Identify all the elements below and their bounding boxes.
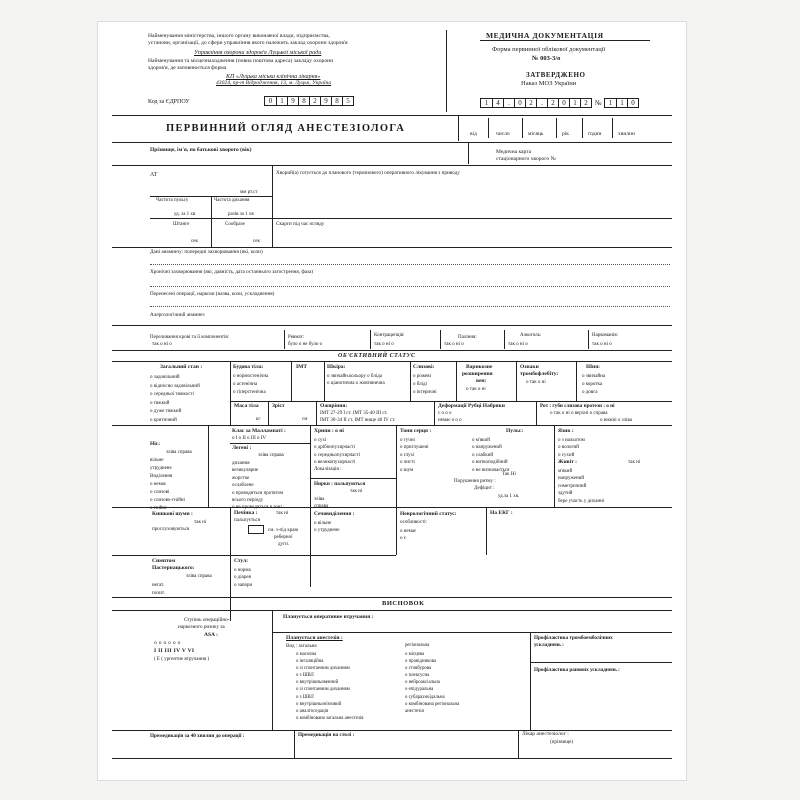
body-build-options-item[interactable]: о гіперстенічна [233,390,266,395]
asa-label-1: Ступінь операційно- [184,617,230,623]
med-doc-rule [480,40,650,41]
liver-size-box[interactable] [248,525,264,534]
shtange-label: Штанге [173,222,190,227]
tongue-options[interactable] [558,437,585,459]
asa-circles[interactable]: о о о о о о [154,640,181,646]
general-state-options-item[interactable]: о дуже тяжкий [150,409,182,415]
ministry-value: Управління охорони здоров'я Луцької міської ради [194,50,322,56]
heart-tones-title: Тони серця : [400,428,432,434]
wound-prevention-label: Профілактика ранових ускладнень : [534,667,620,673]
obesity-title: Ожиріння: [320,403,348,409]
asa-label-2: наркозного ризику за [178,624,225,630]
general-state-options-item[interactable]: о задовільний [150,375,180,380]
general-anesthesia-options[interactable] [296,651,363,722]
liver-title: Печінка : [234,510,258,516]
mass-unit: кг [256,417,261,422]
neck-options-item[interactable]: о коротка [582,382,603,387]
date-label-hours: годин [588,131,602,137]
general-state-options-item[interactable]: о критичний [150,417,177,423]
kidney-cols: так ні [350,489,363,494]
thrombo-options[interactable]: о так о ні [526,380,546,385]
contraception-opts[interactable]: так о ні о [374,342,394,347]
facility-label-2: здоров'я, де заповнюється форма [148,65,227,71]
abdomen-options-item[interactable]: бере участь у диханні [558,498,605,504]
lungs-options-item[interactable]: везикулярне [232,468,259,474]
stool-options-item[interactable]: о запори [234,582,253,588]
pasternatsky-options-item[interactable]: позит. [152,591,165,596]
nose-options-item[interactable]: о гнійні [150,506,167,511]
varicose-options[interactable]: о так о ні [466,387,486,392]
nose-options-item[interactable]: о слизові [150,490,170,495]
anamnesis-life-label: Дані анамнезу: попередні захворювання (які, коли) [150,249,263,255]
nose-options-item[interactable]: утруднене [150,466,172,471]
form-title: ПЕРВИННИЙ ОГЛЯД АНЕСТЕЗІОЛОГА [166,123,406,134]
mucosa-options-item[interactable]: о рожеві [413,374,431,379]
regional-label: регіональна [405,643,430,648]
pasternatsky-cols: зліва справа [186,574,212,579]
regional-anesthesia-options-item[interactable]: о плексусна [405,673,430,679]
thrombo-title-2: тромбофлебіту: [520,371,559,377]
blood-transfusion-label: Переливання крові та її компонентів: [150,335,230,340]
kidney-options-item[interactable]: справа [314,504,329,509]
rhythm-label: Порушення ритму : [454,479,496,484]
general-state-options-item[interactable]: о тяжкий [150,400,170,406]
pulse-quality-options[interactable] [472,437,509,474]
date-label-month: місяць [528,131,544,137]
nose-cols: зліва справа [166,450,192,455]
asa-emergency[interactable]: ( Е ( ургентне втручання ) [154,657,210,662]
rales-options-item[interactable]: о великопухирчасті [314,460,356,466]
lungs-title: Легені : [232,445,252,451]
lungs-options-item[interactable]: о не проводиться в зоні : [232,505,285,511]
planned-anesthesia-label: Планується анестезія : [286,635,343,641]
lungs-options-item[interactable]: ослаблене [232,483,254,489]
date-label-minutes: хвилин [618,131,635,137]
rales-options-item[interactable]: о середньопухирчасті [314,452,361,458]
abdomen-options[interactable] [558,468,604,505]
ministry-label-2: установи, організації, до сфери управління якого належить заклад охорони здоров'я [148,40,348,46]
abdomen-title: Живіт : [558,459,578,465]
stool-options-item[interactable]: о норма [234,568,251,573]
nose-options-item[interactable]: Виділення [150,474,173,479]
date-label-day: число [496,131,510,137]
general-state-title: Загальний стан : [160,364,203,370]
urination-options-item[interactable]: о утруднене [314,528,340,534]
general-anesthesia-options-item[interactable]: о зі спонтанним диханням [296,687,350,693]
tongue-options-item[interactable]: о вологий [558,445,579,451]
bp-label: АТ [150,172,158,178]
contraception-label: Контрацепція: [374,333,405,338]
general-anesthesia-options-item[interactable]: о масочна [296,652,317,657]
alcohol-opts[interactable]: так о ні о [508,342,528,347]
regional-anesthesia-options-item[interactable]: о стовбурова [405,666,432,672]
mass-label: Маса тіла [234,403,259,409]
teeth-options-1[interactable]: с о о о [438,411,452,416]
thromboembolic-prevention-1: Профілактика тромбоемболічних [534,635,613,641]
varicose-title-1: Варикозне [466,364,493,370]
obesity-line-2[interactable]: ІМТ 30-34 ІІ ст. ІМТ вище 40 IV ст. [320,418,396,423]
pasternatsky-title-2: Пастернацького: [152,565,195,571]
smoking-opts[interactable]: так о ні о [444,342,464,347]
stool-options[interactable] [234,567,252,589]
asa-label: ASA : [204,632,218,638]
neck-options[interactable] [582,373,605,397]
rales-options[interactable] [314,437,360,467]
bp-unit: мм рт.ст [240,190,258,195]
planned-operation-label: Планується оперативне втручання : [283,614,374,620]
mouth-title: Рот : губи слизова протези : о ні [540,403,615,409]
mucosa-title: Слизові: [413,364,435,370]
general-anesthesia-options-item[interactable]: о з ШВЛ [296,673,314,679]
height-unit: см [302,417,308,422]
mouth-options-1[interactable]: о так о ні о верхні о справа [550,411,608,416]
abdomen-options-item[interactable]: м'який [558,469,573,474]
order-date: 1 4 . 0 2 . 2 0 1 2 [480,98,592,108]
thromboembolic-prevention-2: ускладнень : [534,642,564,648]
approved-label: ЗАТВЕРДЖЕНО [526,71,586,79]
mucosa-options[interactable] [413,373,437,397]
form-number: № 003-3/о [532,55,561,62]
heart-tones-options-item[interactable]: о чисті [400,460,415,466]
bmi-label: ІМТ [296,364,307,370]
rhythm-cols: Так Ні [502,472,516,477]
mouth-options-2[interactable]: о нижні о зліва [600,418,632,423]
lungs-options-item[interactable]: жорстке [232,475,250,481]
doctor-sub: (прізвище) [550,740,573,745]
general-anesthesia-options-item[interactable]: о внутрішньом'язовий [296,701,342,707]
doctor-label: Лікар анестезіолог : [522,731,569,737]
abdomen-options-item[interactable]: симетричний [558,483,587,489]
general-state-options-item[interactable]: о середньої тяжкості [150,392,195,398]
breath-label: Частота дихання [214,198,250,203]
stool-title: Стул: [234,558,249,564]
breath-unit: разів за 1 хв [228,212,254,217]
date-label-from: від [470,131,477,137]
neuro-sub: особливості: [400,520,428,525]
general-anesthesia-options-item[interactable]: о аналгоседація [296,708,329,714]
nose-options-item[interactable]: о немає [150,482,167,487]
shtange-unit: сек [191,239,198,244]
bowel-sounds-cols: так ні [194,520,207,525]
stool-options-item[interactable]: о діарея [234,575,251,581]
title-top-rule [112,115,672,116]
regional-anesthesia-options-item[interactable]: о провідникова [405,659,436,665]
rheum-opts[interactable]: було о не було о [288,342,323,347]
obesity-line-1[interactable]: ІМТ 27-29 І ст. ІМТ 35-40 ІІІ ст. [320,411,388,416]
card-label-2: стаціонарного хворого № [496,156,556,162]
order-no-sign: № [595,99,602,107]
general-anesthesia-options-item[interactable]: о зі спонтанним диханням [296,666,350,672]
tongue-options-item[interactable]: о сухий [558,452,575,458]
facility-label-1: Найменування та місцезнаходження (повна поштова адреса) закладу охорони [148,58,334,64]
objective-title: ОБ'ЄКТИВНИЙ СТАТУС [338,353,416,359]
lungs-options-item[interactable]: всього періоду [232,498,264,504]
rales-options-item[interactable]: о сухі [314,438,327,443]
heart-tones-options-item[interactable]: о приглушені [400,445,429,451]
rales-localization: Локалізація : [314,467,342,472]
rales-title: Хрипи : о ні [314,428,344,434]
title-divider [458,115,459,141]
medical-form-sheet [98,22,686,780]
tongue-title: Язик : [558,428,574,434]
body-build-title: Будова тіла: [233,364,264,370]
patient-name-label: Прізвище, ім'я, по батькові хворого (вік) [150,147,252,153]
kidney-title: Нирки : пальпуються [314,481,366,487]
general-anesthesia-options-item[interactable]: о з ШВЛ [296,694,314,700]
regional-anesthesia-options[interactable] [405,651,459,715]
pulse-quality-options-item[interactable]: о м'який [472,438,490,443]
conclusion-title: ВИСНОВОК [382,600,425,607]
urination-options[interactable] [314,520,339,535]
complaints-label: Скарги під час огляду [276,221,325,227]
rales-options-item[interactable]: о дрібнопухирчасті [314,445,356,451]
kidney-options-item[interactable]: зліва [314,497,325,502]
neuro-options-item[interactable]: о є [400,536,406,542]
deficit-unit: уд.за 1 хв. [498,494,520,499]
lungs-options-item[interactable]: о проводиться протягом [232,490,284,496]
pasternatsky-title-1: Симптом [152,558,176,564]
order-label: Наказ МОЗ України [521,80,577,87]
nose-options[interactable] [150,457,185,513]
skin-options-2[interactable]: о ціанотична о жовтянична [327,381,385,386]
mucosa-options-item[interactable]: о бліді [413,382,427,387]
mallampati-options[interactable]: о І о ІІ о ІІІ о IV [232,436,267,441]
facility-value-2: 43024, пр-т Відродження, 13, м. Луцьк, Україна [216,80,332,86]
general-anesthesia-options-item[interactable]: о інгаляційна [296,659,324,665]
order-number: 1 1 0 [604,98,639,108]
pulse-quality-options-item[interactable]: о ниткоподібний [472,460,508,466]
pulse-quality-options-item[interactable]: о слабкий [472,452,494,458]
varicose-title-2: розширення [462,371,493,377]
skin-options-1[interactable]: о звичайн.кольору о бліда [327,374,382,379]
regional-anesthesia-options-item[interactable]: о епідуральна [405,687,434,693]
rheum-label: Ревмат: [288,335,305,340]
body-build-options-item[interactable]: о астенічна [233,382,258,387]
abdomen-cols: так ні [628,460,641,465]
smoking-label: Паління: [458,335,477,340]
neuro-options[interactable] [400,528,416,543]
regional-anesthesia-options-item[interactable]: о нейроаксіальна [405,680,440,686]
blood-transfusion-opts[interactable]: так о ні о [152,342,172,347]
regional-anesthesia-options-item[interactable]: анестезія [405,708,424,714]
liver-size-label-3: дуги. [278,542,290,547]
skin-title: Шкіра: [327,364,346,370]
heart-tones-options-item[interactable]: о гучні [400,438,415,443]
bowel-sounds-label[interactable]: прослуховуються [152,527,190,532]
teeth-title: Деформації Рубці Набряки [438,403,505,409]
mucosa-options-item[interactable]: о іктеричні [413,390,437,395]
regional-anesthesia-options-item[interactable]: о субарахноїдальна [405,694,445,700]
header-divider [446,30,447,112]
alcohol-label: Алкоголь: [520,333,542,338]
body-build-options[interactable] [233,373,268,397]
liver-size-label-2: реберної [274,535,293,540]
body-build-options-item[interactable]: о нормостенічна [233,374,269,379]
liver-size-label: см. з-під краю [268,528,299,533]
saabrase-label: Сообразе [225,222,245,227]
regional-anesthesia-options-item[interactable]: о місцева [405,652,425,657]
liver-cols: так ні [276,511,289,516]
heart-tones-options[interactable] [400,437,429,474]
title-bottom-rule [112,142,672,143]
premedication-table-label: Премедикація на столі : [298,732,355,738]
ecg-title: На ЕКГ : [490,510,513,516]
tongue-options-item[interactable]: о з нальотом [558,438,585,443]
thrombo-title-1: Ознаки [520,364,539,370]
neck-title: Шия: [586,364,601,370]
urination-options-item[interactable]: о вільне [314,521,332,526]
saabrase-unit: сек [253,239,260,244]
prep-text: Хворий(а) готується до планового (термінового) оперативного лікування з приводу [276,170,460,176]
pasternatsky-options-item[interactable]: негат. [152,583,165,588]
operations-label: Перенесені операції, наркози (назва, коли, ускладнення) [150,291,275,297]
pulse-quality-title: Пульс: [506,428,524,434]
drugs-label: Наркоманія: [592,333,619,338]
nose-title: Ніс: [150,441,161,447]
bowel-sounds-title: Кишкові шуми : [152,511,193,517]
pulse-quality-options-item[interactable]: о напружений [472,445,502,451]
asa-classes: І ІІ ІІІ ІV V VI [154,648,195,654]
edrpou-code: 0 1 9 8 2 9 8 5 [264,96,354,106]
premedication-40-label: Премедикація за 40 хвилин до операції : [150,733,245,739]
general-anesthesia-options-item[interactable]: о внутрішньовенний [296,680,339,686]
pulse-quality-options-item[interactable]: о не визначається [472,467,510,473]
pasternatsky-options[interactable] [152,582,165,598]
facility-value-1: КП «Луцька міська клінічна лікарня» [226,74,321,80]
urination-title: Сечовиділення : [314,511,355,517]
neck-options-item[interactable]: о звичайна [582,374,606,379]
date-label-year: рік [562,131,569,137]
general-state-options[interactable] [150,374,200,426]
heart-tones-options-item[interactable]: о шум [400,467,414,473]
form-line: Форма первинної облікової документації [492,46,606,53]
ministry-label-1: Найменування міністерства, іншого органу виконавчої влади, підприємства, [148,33,330,39]
pulse-label: Частота пульсу [156,198,189,203]
general-state-options-item[interactable]: о відносно задовільний [150,383,200,389]
abdomen-options-item[interactable]: напружений [558,476,585,482]
deficit-label: Дефіцит : [474,486,495,491]
general-anesthesia-options-item[interactable]: о комбінована загальна анестезія [296,715,364,721]
lungs-options-item[interactable]: дихання [232,461,250,466]
nose-options-item[interactable]: вільне [150,458,164,463]
lungs-options[interactable] [232,460,284,512]
med-doc-title: МЕДИЧНА ДОКУМЕНТАЦІЯ [486,31,604,40]
card-label-1: Медична карта [496,149,532,155]
edrpou-label: Код за ЄДРПОУ [148,99,190,105]
drugs-opts[interactable]: так о ні о [592,342,612,347]
teeth-options-2[interactable]: немає о о о [438,418,462,423]
lungs-cols: зліва справа [258,453,284,458]
regional-anesthesia-options-item[interactable]: о комбінована регіональна [405,701,460,707]
allergy-label: Алергологічний анамнез [150,312,205,318]
varicose-title-3: вен: [476,378,487,384]
nose-options-item[interactable]: о слизово-гнійні [150,498,185,503]
neuro-options-item[interactable]: о немає [400,529,417,534]
heart-tones-options-item[interactable]: о глухі [400,452,415,458]
neck-options-item[interactable]: о довга [582,390,598,395]
abdomen-options-item[interactable]: здутий [558,491,573,497]
liver-label[interactable]: пальпується [234,518,261,523]
chronic-label: Хронічні захворювання (які, давність, дата останнього загострення, фаза) [150,269,314,275]
mallampati-title: Клас за Маллампаті : [232,428,286,434]
neuro-title: Неврологічний статус: [400,511,457,517]
pulse-unit: уд. за 1 хв [174,212,196,217]
height-label: Зріст [272,403,285,409]
anesthesia-type-general: Вид : загальна [286,644,317,649]
